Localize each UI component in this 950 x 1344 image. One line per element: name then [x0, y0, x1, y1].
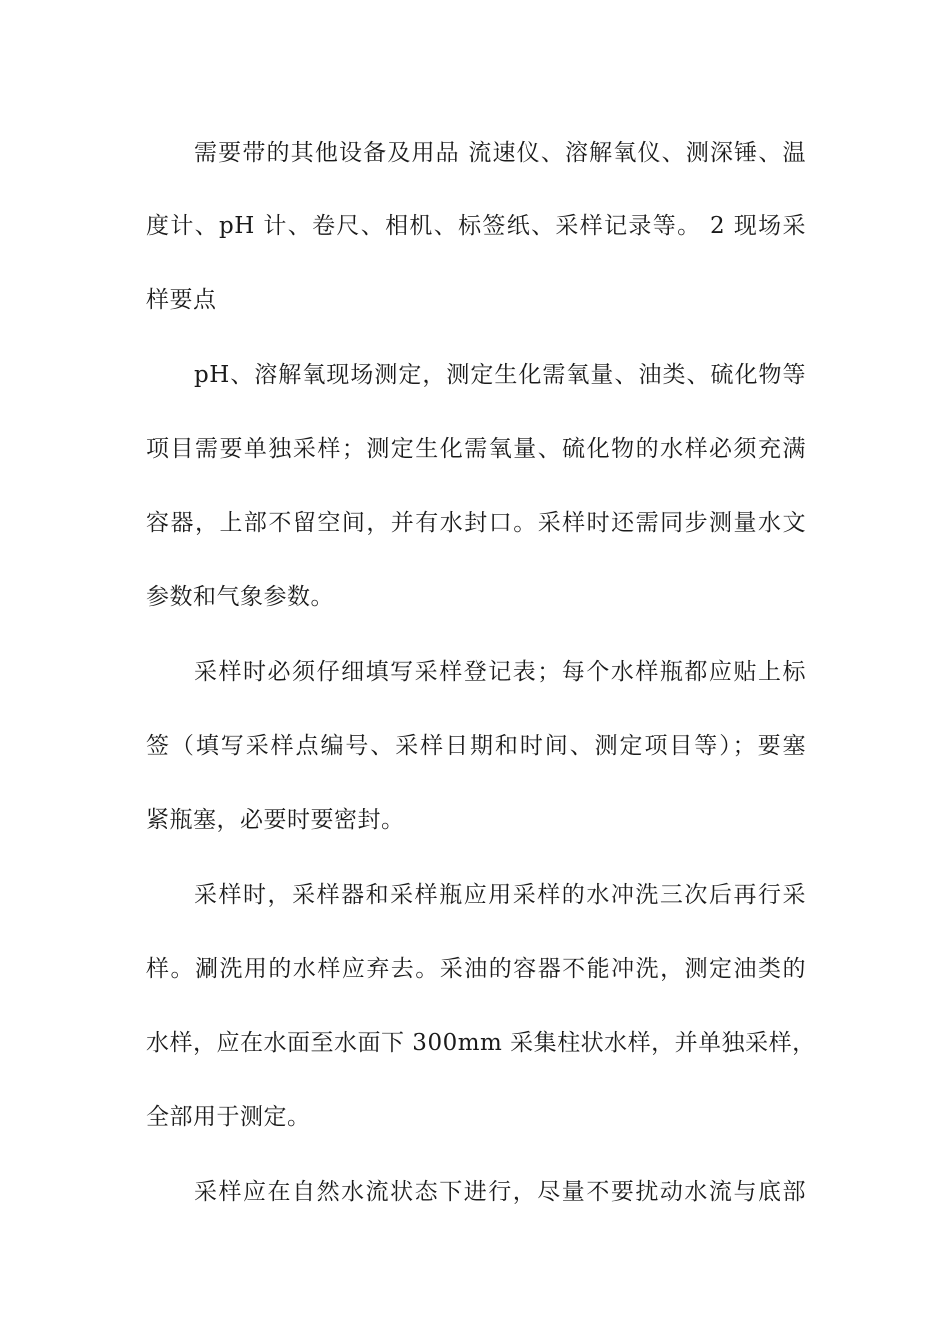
- paragraph-3-line-2: 签（填写采样点编号、采样日期和时间、测定项目等）；要塞: [146, 733, 806, 759]
- paragraph-2-line-1: pH、溶解氧现场测定，测定生化需氧量、油类、硫化物等: [194, 362, 806, 388]
- paragraph-2-line-4: 参数和气象参数。: [146, 584, 334, 610]
- paragraph-2-line-3: 容器，上部不留空间，并有水封口。采样时还需同步测量水文: [146, 510, 806, 536]
- paragraph-4-line-4: 全部用于测定。: [146, 1104, 311, 1130]
- paragraph-3-line-1: 采样时必须仔细填写采样登记表；每个水样瓶都应贴上标: [194, 659, 806, 685]
- paragraph-1-line-3: 样要点: [146, 287, 217, 313]
- paragraph-4-line-1: 采样时，采样器和采样瓶应用采样的水冲洗三次后再行采: [194, 882, 806, 908]
- paragraph-1-line-2: 度计、pH 计、卷尺、相机、标签纸、采样记录等。 2 现场采: [146, 213, 806, 239]
- paragraph-3-line-3: 紧瓶塞，必要时要密封。: [146, 807, 405, 833]
- paragraph-2-line-2: 项目需要单独采样；测定生化需氧量、硫化物的水样必须充满: [146, 436, 806, 462]
- paragraph-4-line-2: 样。涮洗用的水样应弃去。采油的容器不能冲洗，测定油类的: [146, 956, 806, 982]
- paragraph-5-line-1: 采样应在自然水流状态下进行，尽量不要扰动水流与底部: [194, 1179, 806, 1205]
- paragraph-4-line-3: 水样，应在水面至水面下 300mm 采集柱状水样，并单独采样，: [146, 1030, 816, 1056]
- paragraph-1-line-1: 需要带的其他设备及用品 流速仪、溶解氧仪、测深锤、温: [194, 140, 806, 166]
